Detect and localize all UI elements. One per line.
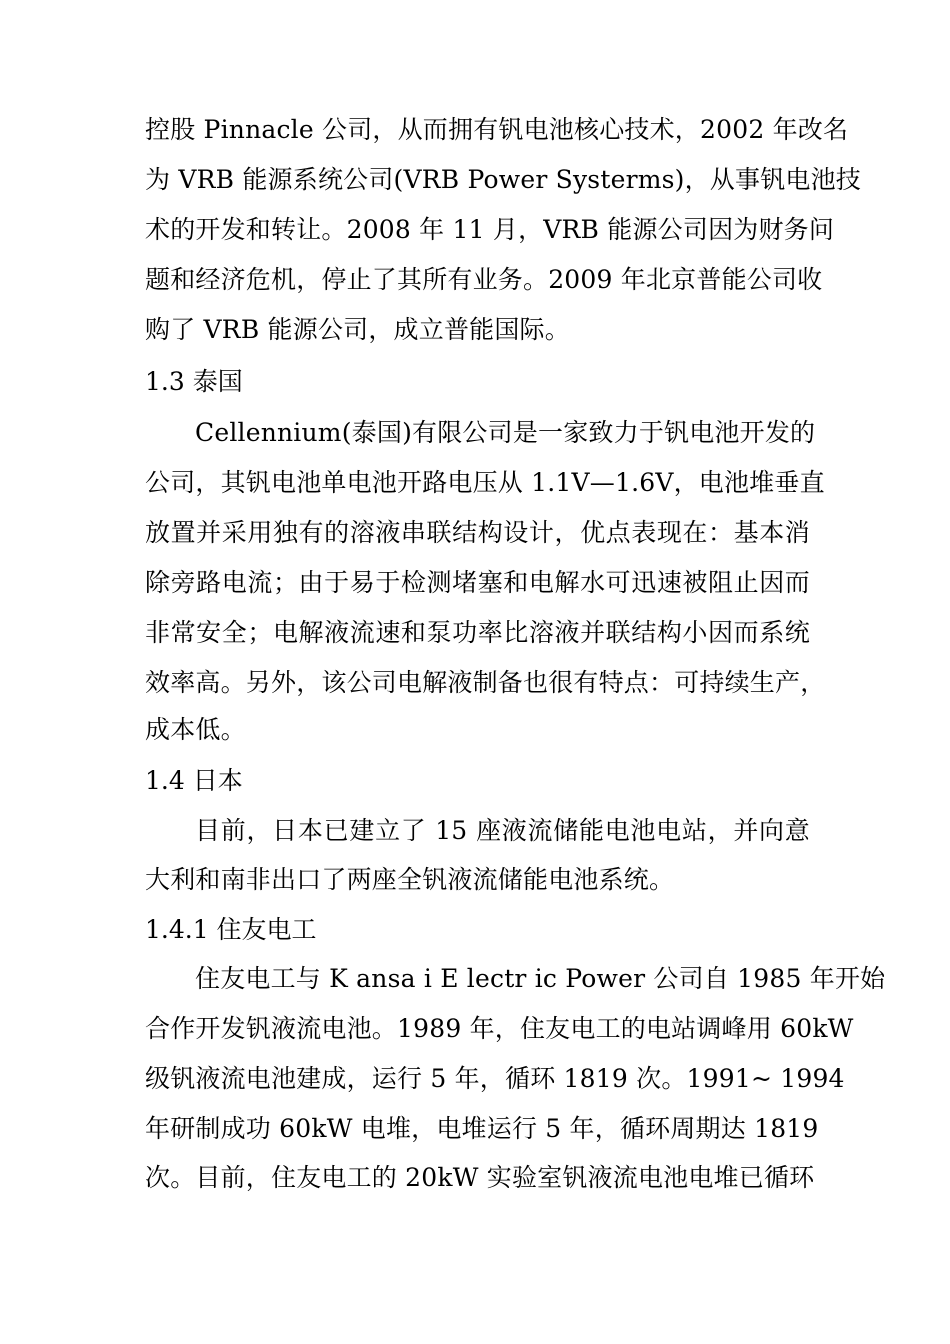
paragraph-line: 题和经济危机，停止了其所有业务。2009 年北京普能公司收 (145, 265, 823, 294)
paragraph-line: 术的开发和转让。2008 年 11 月，VRB 能源公司因为财务问 (145, 215, 835, 244)
paragraph-line: 除旁路电流；由于易于检测堵塞和电解水可迅速被阻止因而 (145, 568, 810, 597)
paragraph-line: Cellennium(泰国)有限公司是一家致力于钒电池开发的 (195, 418, 816, 447)
paragraph-line: 次。目前，住友电工的 20kW 实验室钒液流电池电堆已循环 (145, 1163, 815, 1192)
paragraph-line: 级钒液流电池建成，运行 5 年，循环 1819 次。1991~ 1994 (145, 1064, 845, 1093)
paragraph-line: 目前，日本已建立了 15 座液流储能电池电站，并向意 (195, 816, 810, 845)
paragraph-line: 年研制成功 60kW 电堆，电堆运行 5 年，循环周期达 1819 (145, 1114, 819, 1143)
paragraph-line: 非常安全；电解液流速和泵功率比溶液并联结构小因而系统 (145, 618, 810, 647)
paragraph-line: 住友电工与 K ansa i E lectr ic Power 公司自 1985 年开始 (195, 964, 886, 993)
paragraph-line: 效率高。另外，该公司电解液制备也很有特点：可持续生产， (145, 668, 826, 697)
paragraph-line: 大利和南非出口了两座全钒液流储能电池系统。 (145, 865, 675, 894)
paragraph-line: 控股 Pinnacle 公司，从而拥有钒电池核心技术，2002 年改名 (145, 115, 849, 144)
paragraph-line: 成本低。 (145, 715, 246, 744)
paragraph-line: 合作开发钒液流电池。1989 年，住友电工的电站调峰用 60kW (145, 1014, 854, 1043)
section-heading-japan: 1.4 日本 (145, 766, 243, 795)
section-heading-sumitomo: 1.4.1 住友电工 (145, 915, 317, 944)
paragraph-line: 为 VRB 能源系统公司(VRB Power Systerms)，从事钒电池技 (145, 165, 862, 194)
paragraph-line: 购了 VRB 能源公司，成立普能国际。 (145, 315, 570, 344)
section-heading-thailand: 1.3 泰国 (145, 367, 243, 396)
paragraph-line: 放置并采用独有的溶液串联结构设计，优点表现在：基本消 (145, 518, 810, 547)
paragraph-line: 公司，其钒电池单电池开路电压从 1.1V—1.6V，电池堆垂直 (145, 468, 825, 497)
